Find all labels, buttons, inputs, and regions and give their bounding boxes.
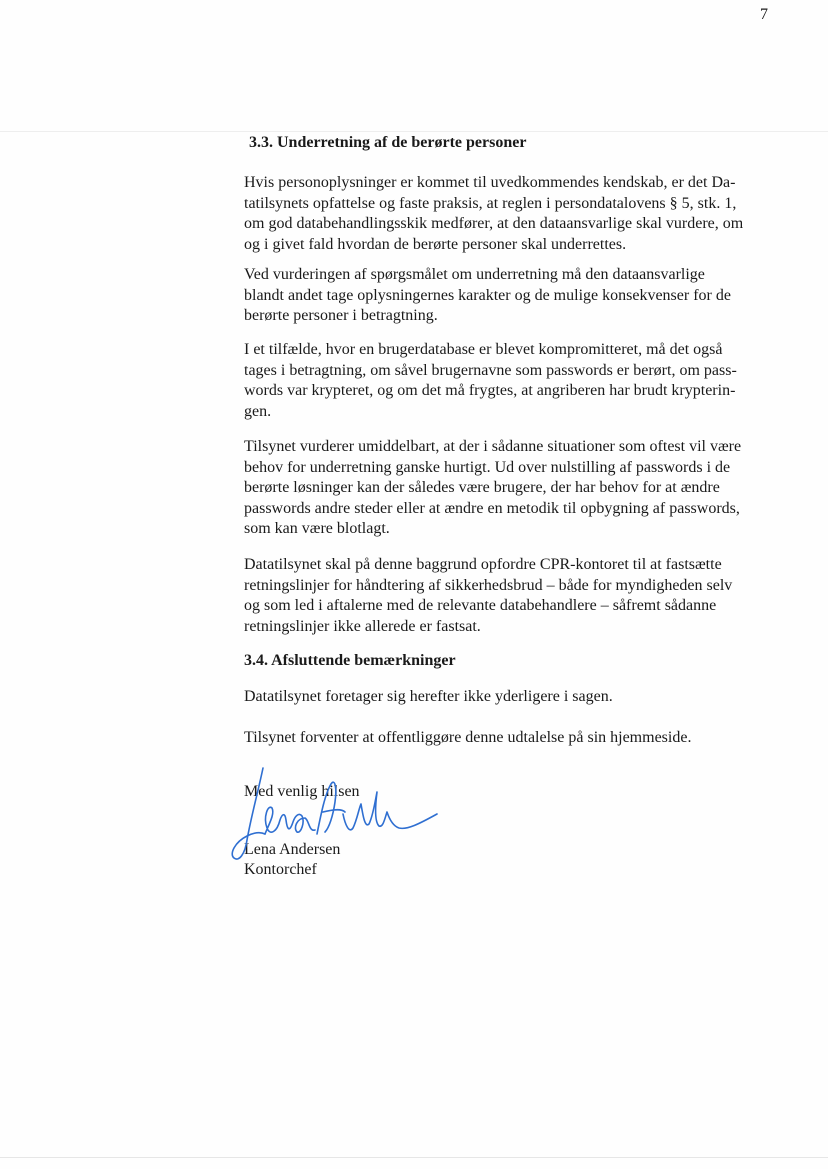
- text-line: berørte løsninger kan der således være brugere, der har behov for at ændre: [244, 479, 720, 496]
- text-line: og i givet fald hvordan de berørte personer skal underrettes.: [244, 235, 627, 253]
- text-line: om god databehandlingsskik medfører, at den dataansvarlige skal vurdere, om: [244, 215, 744, 232]
- signature-stroke: [265, 807, 315, 834]
- text-line: blandt andet tage oplysningernes karakter og de mulige konsekvenser for de: [244, 286, 731, 304]
- text-line: passwords andre steder eller at ændre en metodik til opbygning af passwords,: [244, 499, 740, 517]
- text-line: retningslinjer for håndtering af sikkerhedsbrud – både for myndigheden selv: [244, 576, 733, 594]
- text-line: og som led i aftalerne med de relevante databehandlere – såfremt sådanne: [244, 597, 717, 614]
- text-line: Ved vurderingen af spørgsmålet om underretning må den dataansvarlige: [244, 266, 705, 283]
- paragraph: [244, 265, 774, 327]
- text-line: Datatilsynet foretager sig herefter ikke yderligere i sagen.: [244, 688, 613, 705]
- section-heading-3-3: 3.3. Underretning af de berørte personer: [249, 134, 527, 151]
- signature-stroke: [317, 782, 345, 834]
- text-line: tatilsynets opfattelse og faste praksis, at reglen i persondatalovens § 5, stk. 1,: [244, 194, 737, 212]
- text-line: berørte personer i betragtning.: [244, 307, 438, 324]
- paragraph: [244, 687, 774, 708]
- signature-stroke: [343, 792, 437, 830]
- paragraph: [244, 437, 774, 540]
- paragraph: [244, 555, 774, 637]
- signatory-name: Lena Andersen: [244, 841, 341, 858]
- section-heading-3-4: 3.4. Afsluttende bemærkninger: [244, 652, 456, 669]
- text-line: Datatilsynet skal på denne baggrund opfordre CPR-kontoret til at fastsætte: [244, 556, 722, 573]
- paragraph: [244, 340, 774, 422]
- text-line: behov for underretning ganske hurtigt. Ud over nulstilling af passwords i de: [244, 458, 731, 476]
- text-line: Tilsynet forventer at offentliggøre denne udtalelse på sin hjemmeside.: [244, 729, 692, 746]
- text-line: I et tilfælde, hvor en brugerdatabase er blevet kompromitteret, må det også: [244, 341, 723, 358]
- text-line: Tilsynet vurderer umiddelbart, at der i sådanne situationer som oftest vil være: [244, 438, 742, 455]
- text-line: som kan være blotlagt.: [244, 520, 390, 537]
- text-line: Hvis personoplysninger er kommet til uvedkommendes kendskab, er det Da-: [244, 174, 736, 191]
- paragraph: [244, 173, 774, 255]
- text-line: tages i betragtning, om såvel brugernavne som passwords er berørt, om pass-: [244, 361, 737, 379]
- page-edge-line: [0, 1157, 828, 1158]
- closing-greeting: Med venlig hilsen: [244, 783, 360, 800]
- paragraph: [244, 728, 774, 749]
- page-edge-line: [0, 131, 828, 132]
- page-number: 7: [760, 6, 768, 23]
- signature-stroke: [232, 768, 265, 859]
- signatory-title: Kontorchef: [244, 861, 317, 878]
- text-line: retningslinjer ikke allerede er fastsat.: [244, 617, 481, 635]
- text-line: gen.: [244, 402, 272, 420]
- handwritten-signature: [225, 762, 440, 867]
- text-line: words var krypteret, og om det må frygtes, at angriberen har brudt krypterin-: [244, 382, 736, 399]
